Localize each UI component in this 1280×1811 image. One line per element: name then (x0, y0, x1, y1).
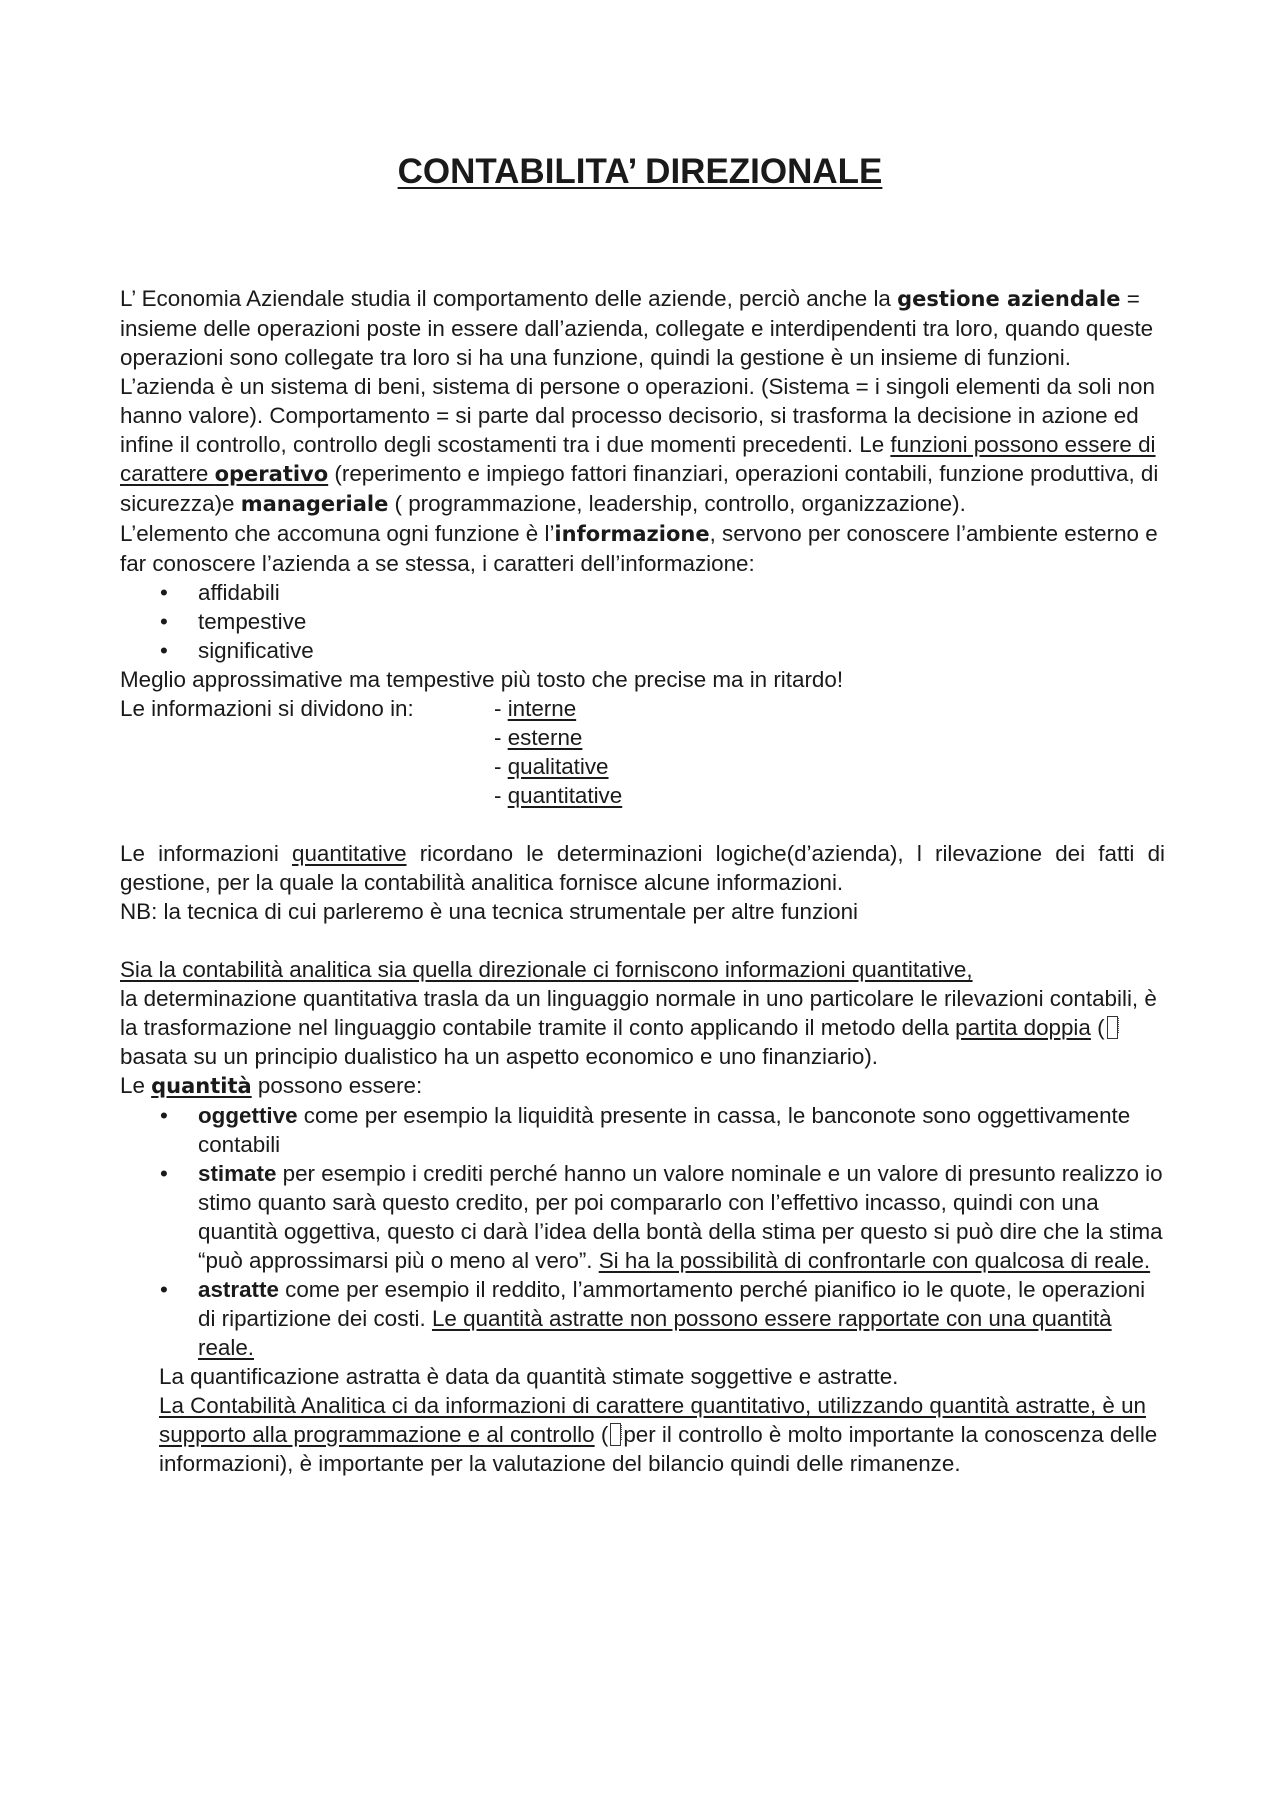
trait-text: tempestive (198, 609, 307, 634)
term-partita-doppia: partita doppia (955, 1015, 1091, 1040)
list-item (120, 1101, 1165, 1159)
underlined-phrase: Si ha la possibilità di confrontarle con qualcosa di reale. (598, 1248, 1151, 1273)
analytic-accounting-paragraph (159, 1391, 1165, 1478)
quantitative-paragraph (120, 839, 1165, 897)
list-item (120, 636, 1165, 665)
term-manageriale: manageriale (240, 492, 389, 516)
text-run: Le (120, 1073, 152, 1098)
underlined-phrase: La Contabilità Analitica ci da informazioni di carattere quantitativo, utilizzando quantità astratte, è un supporto alla programmazione e al controllo (159, 1393, 1147, 1447)
list-item (120, 1159, 1165, 1275)
term-informazione: informazione (554, 522, 710, 546)
bullet-icon: • (160, 609, 168, 634)
underlined-phrase: Sia la contabilità analitica sia quella direzionale ci forniscono informazioni quantitative, (120, 957, 973, 982)
trait-text: affidabili (198, 580, 280, 605)
text-run: Le informazioni (120, 841, 292, 866)
dash: - (494, 783, 508, 808)
info-type: qualitative (507, 754, 609, 779)
underlined-phrase: funzioni possono essere di carattere (120, 432, 1156, 486)
info-types-block (120, 694, 1165, 810)
dash: - (494, 725, 508, 750)
underlined-phrase: quantitative (292, 841, 407, 866)
info-types-list (494, 694, 622, 810)
quantity-description: per esempio i crediti perché hanno un valore nominale e un valore di presunto realizzo io stimo quanto sarà questo credito, per poi compararlo con l’effettivo incasso, quindi con una quantità oggettiva, questo ci darà l’idea della bontà della stima per questo si può dire che la stima “può approssimarsi più o meno al vero”. (198, 1161, 1163, 1273)
list-item (120, 578, 1165, 607)
quantity-type: stimate (198, 1161, 277, 1186)
info-type: interne (507, 696, 577, 721)
term-operativo: operativo (214, 462, 329, 486)
quantity-type: astratte (198, 1277, 279, 1302)
quantity-type: oggettive (198, 1103, 298, 1128)
bullet-icon: • (160, 1161, 168, 1186)
closing-block (120, 1362, 1165, 1478)
intro-paragraph (120, 284, 1165, 519)
text-run: la determinazione quantitativa trasla da un linguaggio normale in uno particolare le rilevazioni contabili, è la trasformazione nel linguaggio contabile tramite il conto applicando il metodo della (120, 986, 1157, 1040)
trait-text: significative (198, 638, 314, 663)
text-run: , servono per conoscere l’ambiente esterno e far conoscere l’azienda a se stessa, i caratteri dell’informazione: (120, 521, 1158, 576)
term-quantita: quantità (151, 1074, 252, 1098)
page-title: CONTABILITA’ DIREZIONALE (397, 152, 883, 191)
list-item (494, 781, 622, 810)
spacer (120, 810, 1165, 839)
text-run: = insieme delle operazioni poste in essere dall’azienda, collegate e interdipendenti tra loro, quando queste operazioni sono collegate tra loro si ha una funzione, quindi la gestione è un insieme di funzioni. L’azienda è un sistema di beni, sistema di persone o operazioni. (Sistema = i singoli elementi da soli non hanno valore). Comportamento = si parte dal processo decisorio, si trasforma la decisione in azione ed infine il controllo, controllo degli scostamenti tra i due momenti precedenti. Le (120, 286, 1155, 457)
placeholder-glyph-icon (1107, 1016, 1118, 1039)
accounting-paragraph (120, 955, 1165, 1071)
spacer (120, 926, 1165, 955)
list-item (494, 723, 622, 752)
dash: - (494, 696, 508, 721)
text-run: ( (594, 1422, 609, 1447)
quantities-list (120, 1101, 1165, 1362)
abstract-quantification-note: La quantificazione astratta è data da quantità stimate soggettive e astratte. (159, 1364, 899, 1389)
approximation-note: Meglio approssimative ma tempestive più tosto che precise ma in ritardo! (120, 667, 844, 692)
information-paragraph (120, 519, 1165, 578)
text-run: L’elemento che accomuna ogni funzione è l’ (120, 521, 555, 546)
quantity-description: come per esempio il reddito, l’ammortamento perché pianifico io le quote, le operazioni di ripartizione dei costi. (198, 1277, 1146, 1331)
quantity-description: come per esempio la liquidità presente in cassa, le banconote sono oggettivamente contabili (198, 1103, 1131, 1157)
list-item (120, 1275, 1165, 1362)
list-item (494, 752, 622, 781)
traits-list (120, 578, 1165, 665)
info-type: esterne (507, 725, 583, 750)
text-run: ( programmazione, leadership, controllo, organizzazione). (388, 491, 966, 516)
dash: - (494, 754, 508, 779)
text-run: (reperimento e impiego fattori finanziari, operazioni contabili, funzione produttiva, di sicurezza)e (120, 461, 1159, 516)
underlined-phrase: Le quantità astratte non possono essere rapportate con una quantità reale. (198, 1306, 1112, 1360)
term-gestione-aziendale: gestione aziendale (897, 287, 1121, 311)
text-run: basata su un principio dualistico ha un aspetto economico e uno finanziario). (120, 1044, 879, 1069)
document-body (120, 284, 1165, 1478)
text-run: ( (1090, 1015, 1105, 1040)
bullet-icon: • (160, 1277, 168, 1302)
text-run: possono essere: (251, 1073, 423, 1098)
quantities-intro (120, 1071, 1165, 1101)
text-run: ricordano le determinazioni logiche(d’azienda), l rilevazione dei fatti di gestione, per la quale la contabilità analitica fornisce alcune informazioni. (120, 841, 1165, 895)
bullet-icon: • (160, 580, 168, 605)
info-type: quantitative (507, 783, 623, 808)
text-run: per il controllo è molto importante la conoscenza delle informazioni), è importante per la valutazione del bilancio quindi delle rimanenze. (159, 1422, 1158, 1476)
placeholder-glyph-icon (610, 1423, 621, 1446)
list-item (120, 607, 1165, 636)
list-item (494, 694, 622, 723)
info-types-label: Le informazioni si dividono in: (120, 696, 414, 721)
bullet-icon: • (160, 638, 168, 663)
text-run: L’ Economia Aziendale studia il comportamento delle aziende, perciò anche la (120, 286, 898, 311)
nb-note: NB: la tecnica di cui parleremo è una tecnica strumentale per altre funzioni (120, 899, 859, 924)
bullet-icon: • (160, 1103, 168, 1128)
